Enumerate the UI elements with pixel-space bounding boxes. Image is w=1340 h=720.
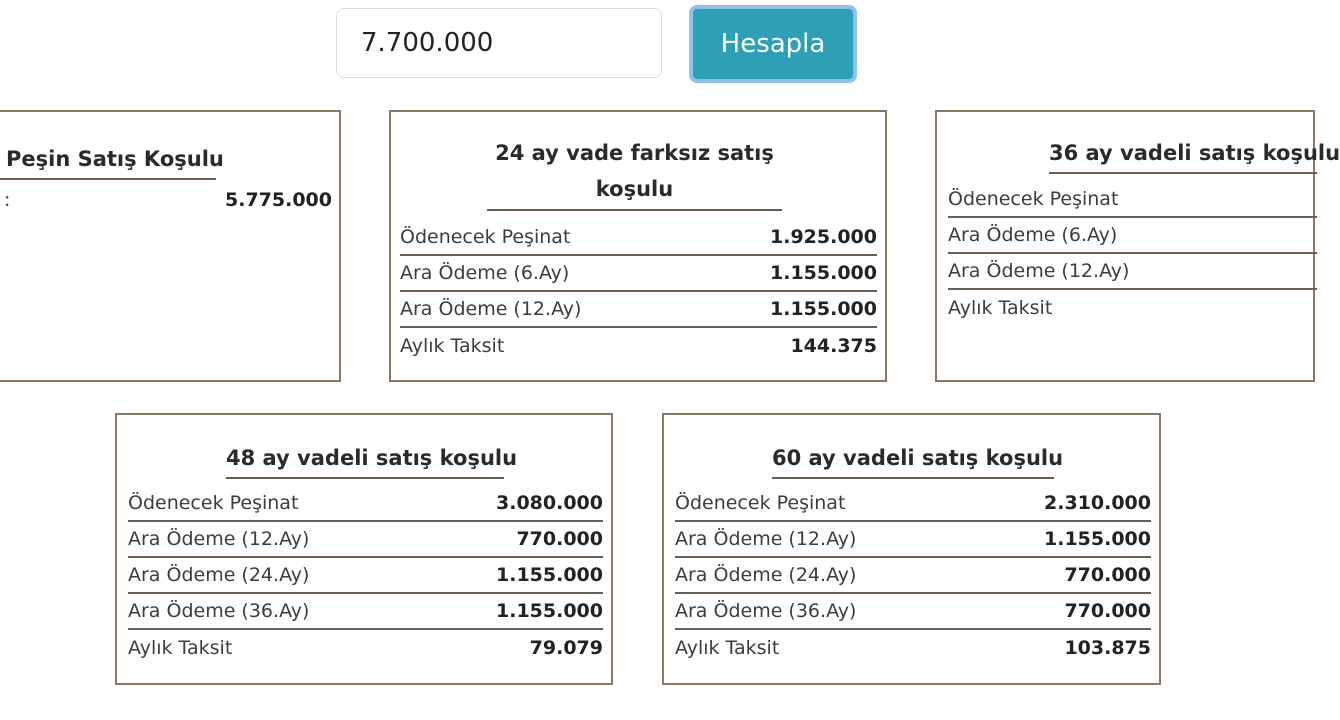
card-48-ay <box>115 413 613 685</box>
row-label: Ara Ödeme (12.Ay) <box>400 298 582 320</box>
table-row <box>128 558 603 594</box>
table-row <box>675 558 1151 594</box>
row-label: Ödenecek Peşinat <box>675 492 846 514</box>
row-label: Ara Ödeme (36.Ay) <box>675 600 857 622</box>
row-value: 770.000 <box>1064 564 1151 586</box>
table-row <box>128 594 603 630</box>
card-60-ay <box>662 413 1161 685</box>
table-row <box>400 328 877 364</box>
card-36-ay-title: 36 ay vadeli satış koşulu <box>1049 135 1317 174</box>
table-row <box>400 256 877 292</box>
row-label: Ara Ödeme (6.Ay) <box>400 262 570 284</box>
title-line-1: 24 ay vade farksız satış <box>495 141 774 165</box>
row-label: Ara Ödeme (24.Ay) <box>128 564 310 586</box>
row-value: 5.775.000 <box>225 189 332 211</box>
card-36-ay <box>935 110 1340 382</box>
table-row <box>675 594 1151 630</box>
card-48-ay-title: 48 ay vadeli satış koşulu <box>226 440 504 479</box>
table-row <box>948 182 1317 218</box>
table-row <box>400 292 877 328</box>
row-label: Ara Ödeme (12.Ay) <box>948 260 1130 282</box>
table-row <box>948 218 1317 254</box>
table-row <box>675 630 1151 666</box>
row-value: 1.155.000 <box>496 600 603 622</box>
card-24-ay-title <box>487 135 782 211</box>
row-value: 79.079 <box>529 637 603 659</box>
table-row <box>128 522 603 558</box>
table-row <box>948 290 1317 326</box>
row-label: Ara Ödeme (24.Ay) <box>675 564 857 586</box>
row-value: 1.155.000 <box>496 564 603 586</box>
table-row <box>675 522 1151 558</box>
table-row <box>128 630 603 666</box>
row-label: : <box>4 189 11 211</box>
row-value: 3.080.000 <box>496 492 603 514</box>
row-value: 1.155.000 <box>770 262 877 284</box>
row-label: Aylık Taksit <box>948 297 1053 319</box>
row-label: Ara Ödeme (36.Ay) <box>128 600 310 622</box>
table-row <box>675 486 1151 522</box>
table-row <box>400 220 877 256</box>
row-label: Aylık Taksit <box>400 335 505 357</box>
row-label: Ara Ödeme (6.Ay) <box>948 224 1118 246</box>
row-value: 144.375 <box>790 335 877 357</box>
row-label: Ara Ödeme (12.Ay) <box>675 528 857 550</box>
price-input[interactable] <box>336 8 662 78</box>
row-value: 1.155.000 <box>1044 528 1151 550</box>
row-value: 103.875 <box>1064 637 1151 659</box>
row-label: Aylık Taksit <box>128 637 233 659</box>
row-label: Ödenecek Peşinat <box>400 226 571 248</box>
card-pesin-title: Peşin Satış Koşulu <box>0 141 216 180</box>
card-24-ay <box>389 110 887 382</box>
row-value: 1.155.000 <box>770 298 877 320</box>
row-label: Ödenecek Peşinat <box>128 492 299 514</box>
row-label: Aylık Taksit <box>675 637 780 659</box>
calculate-button[interactable]: Hesapla <box>689 5 857 83</box>
table-row <box>948 254 1317 290</box>
row-label: Ödenecek Peşinat <box>948 188 1119 210</box>
card-60-ay-title: 60 ay vadeli satış koşulu <box>772 440 1054 479</box>
table-row <box>128 486 603 522</box>
row-value: 2.310.000 <box>1044 492 1151 514</box>
row-value: 770.000 <box>1064 600 1151 622</box>
row-value: 1.925.000 <box>770 226 877 248</box>
pesin-price-row <box>0 182 332 218</box>
row-value: 770.000 <box>516 528 603 550</box>
card-pesin <box>0 110 341 382</box>
title-line-2: koşulu <box>595 177 674 201</box>
row-label: Ara Ödeme (12.Ay) <box>128 528 310 550</box>
